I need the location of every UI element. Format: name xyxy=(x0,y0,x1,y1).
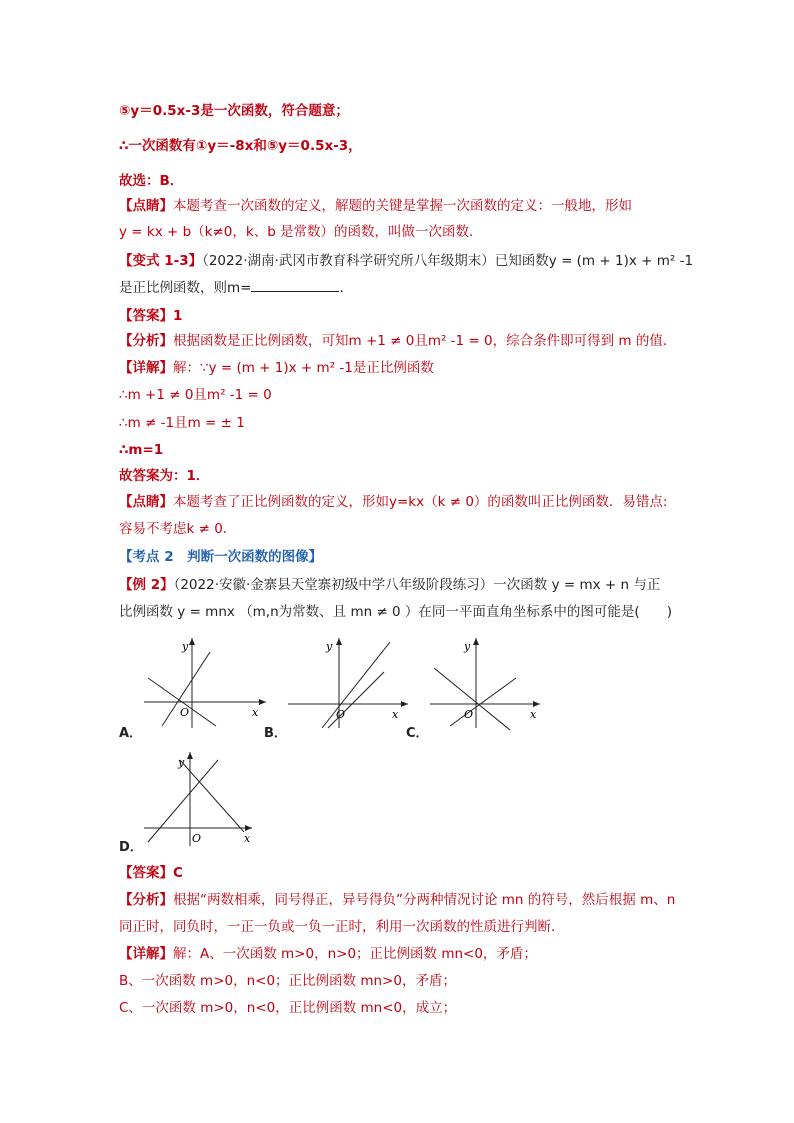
y-axis-arrow xyxy=(187,752,193,759)
variant-heading xyxy=(119,251,693,271)
answer-tag-2: 【答案】 xyxy=(119,865,173,881)
detail-line xyxy=(119,358,434,378)
dianjing-tag-2: 【点睛】 xyxy=(119,494,173,510)
x-label: x xyxy=(244,832,251,845)
graph-line-1 xyxy=(322,642,390,728)
x-axis-arrow xyxy=(533,701,540,707)
y-axis-arrow xyxy=(189,638,195,645)
option-b-label: B． xyxy=(264,726,287,741)
text-line-12: ∴m ≠ -1且m = ± 1 xyxy=(119,415,245,431)
text-line-2: ∴一次函数有①y＝-8x和⑤y＝0.5x-3， xyxy=(119,138,362,154)
answer-tag: 【答案】 xyxy=(119,308,173,324)
x-label: x xyxy=(252,706,259,719)
detail-text-2: 解：A、一次函数 m>0，n>0；正比例函数 mn<0，矛盾； xyxy=(173,946,537,962)
detail-tag-2: 【详解】 xyxy=(119,946,173,962)
answer-value: 1 xyxy=(173,308,183,324)
variant-line-2 xyxy=(119,277,353,298)
answer-value-2: C xyxy=(173,865,183,881)
text-line-1: ⑤y＝0.5x-3是一次函数，符合题意； xyxy=(119,103,349,119)
detail-text: 解：∵y = (m + 1)x + m² -1是正比例函数 xyxy=(173,360,434,376)
y-axis-arrow xyxy=(473,638,479,645)
answer-line xyxy=(119,306,182,326)
analysis-line-2 xyxy=(119,890,675,910)
option-a-label: A． xyxy=(119,726,143,741)
graph-line-2 xyxy=(450,678,516,726)
text-line-3: 故选：B． xyxy=(119,173,184,189)
x-axis-arrow xyxy=(259,699,266,705)
text-line-16: 容易不考虑k ≠ 0． xyxy=(119,521,237,537)
dianjing-tag: 【点睛】 xyxy=(119,198,173,214)
dianjing-text: 本题考查一次函数的定义，解题的关键是掌握一次函数的定义：一般地，形如 xyxy=(173,198,632,214)
y-label: y xyxy=(464,640,471,653)
text-line-5: y = kx + b（k≠0，k、b 是常数）的函数，叫做一次函数． xyxy=(119,224,483,240)
origin-label: O xyxy=(180,706,190,719)
variant-text: （2022·湖南·武冈市教育科学研究所八年级期末）已知函数y = (m + 1)x + m² -1 xyxy=(202,253,694,269)
answer-line-2 xyxy=(119,863,183,883)
example-text: （2022·安徽·金寨县天堂寨初级中学八年级阶段练习）一次函数 y = mx + n 与正 xyxy=(173,577,661,593)
option-d-label: D． xyxy=(119,840,143,855)
text-line-24: B、一次函数 m>0，n<0；正比例函数 mn>0，矛盾； xyxy=(119,973,456,989)
dianjing-paragraph xyxy=(119,196,632,216)
origin-label: O xyxy=(336,708,346,721)
text-line-13: ∴m=1 xyxy=(119,442,164,458)
example-heading xyxy=(119,575,660,595)
text-line-25: C、一次函数 m>0，n<0，正比例函数 mn<0，成立； xyxy=(119,1000,457,1016)
option-c-label: C． xyxy=(406,726,429,741)
dianjing-text-2: 本题考查了正比例函数的定义，形如y=kx（k ≠ 0）的函数叫正比例函数．易错点: xyxy=(173,494,668,510)
y-label: y xyxy=(178,756,185,769)
variant-tag: 【变式 1-3】 xyxy=(119,253,203,269)
y-label: y xyxy=(182,640,189,653)
detail-line-2 xyxy=(119,944,537,964)
analysis-text-2: 根据“两数相乘，同号得正，异号得负”分两种情况讨论 mn 的符号，然后根据 m、n xyxy=(173,892,676,908)
analysis-text: 根据函数是正比例函数，可知m +1 ≠ 0且m² -1 = 0，综合条件即可得到 m 的值． xyxy=(173,333,677,349)
answer-blank xyxy=(251,277,339,292)
graph-d xyxy=(140,748,260,848)
example-line-2: 比例函数 y = mnx （m,n为常数、且 mn ≠ 0 ）在同一平面直角坐标系中的图可能是( ) xyxy=(119,604,672,620)
example-tag: 【例 2】 xyxy=(119,577,174,593)
analysis-tag: 【分析】 xyxy=(119,333,173,349)
graph-line-2 xyxy=(148,760,218,842)
y-axis-arrow xyxy=(336,638,342,645)
period: ． xyxy=(339,280,353,296)
analysis-line xyxy=(119,331,676,351)
analysis-tag-2: 【分析】 xyxy=(119,892,173,908)
text-line-11: ∴m +1 ≠ 0且m² -1 = 0 xyxy=(119,387,272,403)
graph-b xyxy=(284,632,414,732)
text-line-14: 故答案为：1． xyxy=(119,468,210,484)
graph-c xyxy=(426,632,546,732)
detail-tag: 【详解】 xyxy=(119,360,173,376)
x-axis-arrow xyxy=(245,825,252,831)
section-heading: 【考点 2 判断一次函数的图像】 xyxy=(119,549,323,565)
variant-text-2: 是正比例函数，则m= xyxy=(119,280,252,296)
text-line-22: 同正时，同负时，一正一负或一负一正时，利用一次函数的性质进行判断． xyxy=(119,919,565,935)
dianjing-paragraph-2 xyxy=(119,492,667,512)
x-label: x xyxy=(530,708,537,721)
x-label: x xyxy=(392,708,399,721)
origin-label: O xyxy=(464,708,474,721)
y-label: y xyxy=(326,640,333,653)
origin-label: O xyxy=(192,832,202,845)
x-axis-arrow xyxy=(401,701,408,707)
graph-a xyxy=(140,632,270,732)
